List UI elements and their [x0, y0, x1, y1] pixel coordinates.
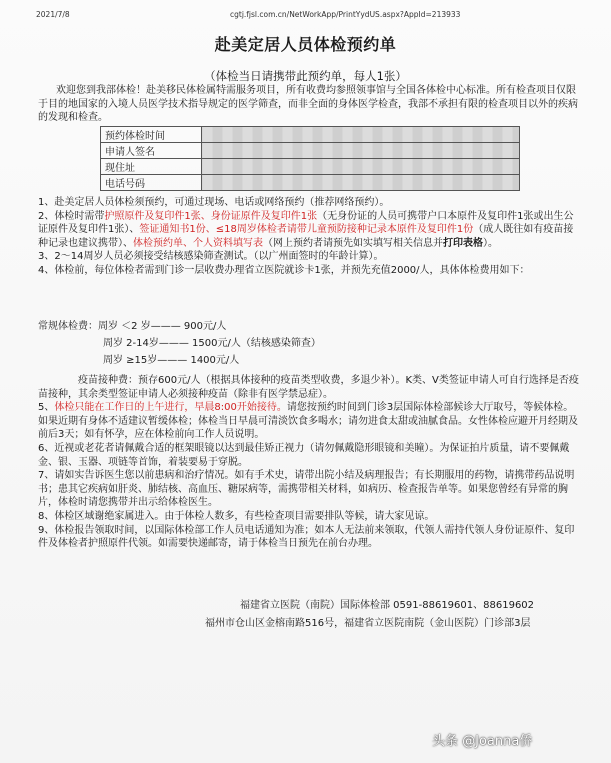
fee-row [38, 318, 321, 335]
item-2-text: （成人既往如有疫苗接种记录也建议携带）、 [38, 224, 574, 249]
document-subtitle: （体检当日请携带此预约单，每人1张） [204, 69, 407, 83]
item-2-text: 2、体检时需带 [38, 210, 105, 222]
item-8: 8、体检区域谢绝家属进入。由于体检人数多，有些检查项目需要排队等候，请大家见谅。 [38, 510, 435, 522]
intro-paragraph: 欢迎您到我部体检！赴美移民体检属特需服务项目，所有收费均参照领事馆与全国各体检中心标准。所有检查项目仅限于目的地国家的入境人员医学技术指导规定的医学筛查，而非全面的身体医学检查，我部不承担有限的检查项目以外的疾病的发现和检查。 [38, 85, 578, 124]
item-2-text: （网上预约者请预先如实填写相关信息并 [263, 237, 443, 249]
fee-list [38, 318, 321, 369]
form-value-redacted [202, 159, 520, 175]
item-2-highlight: 护照原件及复印件1张、身份证原件及复印件1张 [104, 210, 318, 222]
item-9: 9、体检报告领取时间，以国际体检部工作人员电话通知为准；如本人无法前来领取，代领人需持代领人身份证原件、复印件及体检者护照原件代领。如需要快递邮寄，请于体检当日预先在前台办理。 [38, 524, 575, 550]
item-2-highlight: 签证通知书1份、≤18周岁体检者请带儿童预防接种记录本原件及复印件1份 [139, 224, 474, 236]
fee-row: 周岁 ≥15岁——— 1400元/人 [103, 355, 240, 366]
vaccine-fee: 疫苗接种费：预存600元/人（根据具体接种的疫苗类型收费，多退少补）。K类、V类签证申请人可自行选择是否疫苗接种，其余类型签证申请人必须接种疫苗（除非有医学禁忌症）。 [38, 375, 579, 400]
print-url: cgtj.fjsl.com.cn/NetWorkApp/PrintYydUS.aspx?AppId=213933 [230, 10, 461, 19]
form-row [101, 159, 520, 175]
form-label: 现住址 [101, 159, 202, 175]
item-5-highlight: 体检只能在工作日的上午进行，早晨8:00开始接待。 [54, 402, 287, 414]
item-7: 7、请如实告诉医生您以前患病和治疗情况。如有手术史，请带出院小结及病理报告；有长期服用的药物，请携带药品说明书；患其它疾病如肝炎、肺结核、高血压、糖尿病等，需携带相关材料，如病历、检查报告单等。如果您曾经有异常的胸片，体检时请您携带并出示给体检医生。 [38, 470, 575, 509]
item-2 [38, 210, 583, 251]
item-5-text: 5、 [38, 402, 55, 414]
watermark: 头条 @Joanna侨 [432, 734, 533, 749]
item-5-text: 请您按预约时间到门诊3层国际体检部候诊大厅取号，等候体检。如果近期有身体不适建议暂缓体检；体检当日早晨可清淡饮食多喝水；请勿进食太甜或油腻食品。女性体检应避开月经期及前后3天；如有怀孕，应在体检前向工作人员说明。 [38, 402, 578, 441]
notice-items [38, 196, 583, 278]
form-label: 电话号码 [101, 175, 202, 191]
signature-line-2: 福州市仓山区金榕南路516号，福建省立医院南院（金山医院）门诊部3层 [205, 618, 531, 629]
item-5 [38, 401, 583, 442]
signature-line-1: 福建省立医院（南院）国际体检部 0591-88619601、88619602 [240, 600, 535, 611]
form-label: 预约体检时间 [101, 127, 202, 143]
item-2-highlight: 体检预约单、个人资料填写表 [133, 237, 263, 249]
item-4: 4、体检前，每位体检者需到门诊一层收费办理省立医院就诊卡1张，并预先充值2000/人，具体体检费用如下： [38, 264, 530, 276]
fee-row: 周岁 2-14岁——— 1500元/人（结核感染筛查） [103, 338, 321, 349]
item-2-text: ）。 [483, 237, 498, 249]
document-title: 赴美定居人员体检预约单 [214, 35, 397, 54]
item-2-text: （无身份证的人员可携带户口本原件及复印件1张或出生公证原件及复印件1张）、 [38, 210, 574, 236]
form-value-redacted [202, 175, 520, 191]
item-1: 1、赴美定居人员体检须预约，可通过现场、电话或网络预约（推荐网络预约）。 [38, 197, 390, 208]
appointment-form-table [100, 126, 520, 191]
form-value-redacted [202, 143, 520, 159]
form-label: 申请人签名 [101, 143, 202, 159]
form-value-redacted [202, 127, 520, 143]
item-6: 6、近视或老花者请佩戴合适的框架眼镜以达到最佳矫正视力（请勿佩戴隐形眼镜和美瞳）。为保证拍片质量，请不要佩戴金、银、玉器、项链等首饰，着装要易于穿脱。 [38, 442, 570, 468]
notice-items-continued [38, 374, 583, 551]
fee-label: 常规体检费： [38, 321, 98, 332]
form-row [101, 143, 520, 159]
item-3: 3、2～14周岁人员必须接受结核感染筛查测试。（以广州面签时的年龄计算）。 [38, 251, 384, 263]
form-row [101, 175, 520, 191]
item-2-bold: 打印表格 [443, 237, 483, 249]
fee-value: 周岁 ＜2 岁——— 900元/人 [98, 321, 227, 332]
print-date: 2021/7/8 [36, 10, 70, 19]
form-row [101, 127, 520, 143]
